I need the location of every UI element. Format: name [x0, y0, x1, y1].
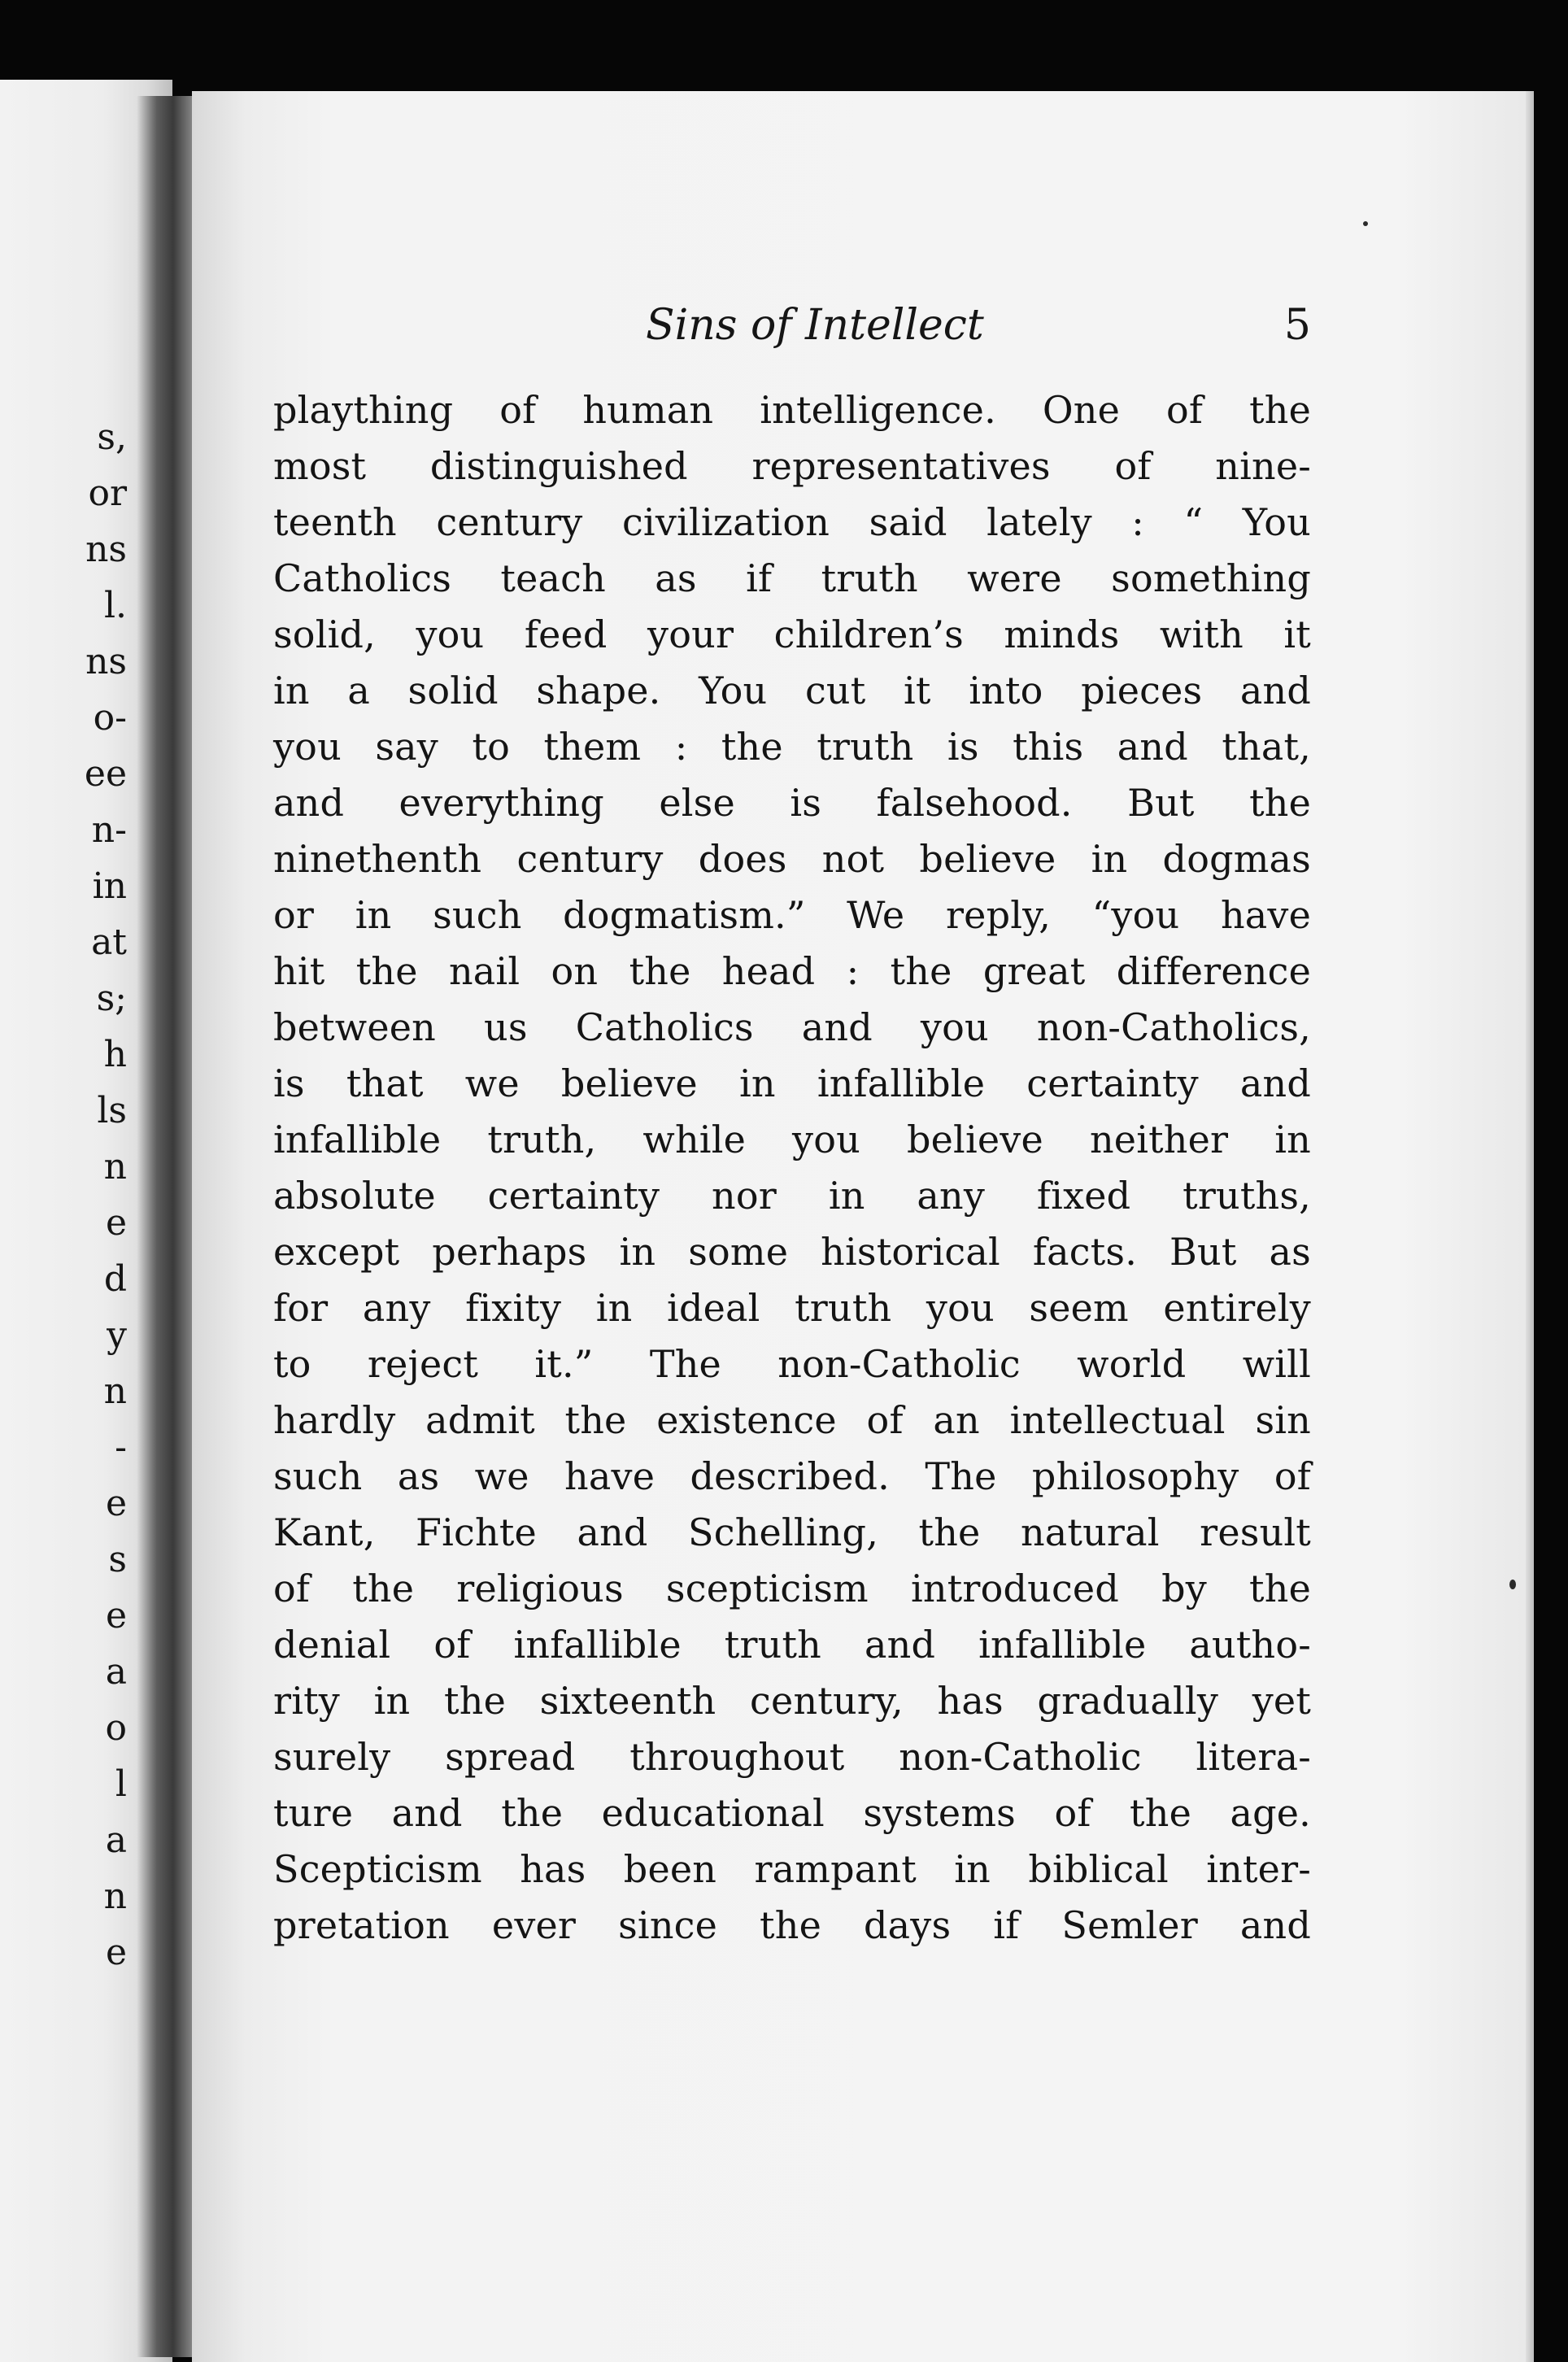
left-page-fragment: e [105, 1932, 127, 1973]
text-line: rity in the sixteenth century, has gradually yet [273, 1679, 1311, 1723]
left-page-fragment: s; [96, 978, 127, 1019]
left-page-fragment: - [115, 1427, 127, 1468]
text-line: you say to them : the truth is this and that, [273, 725, 1311, 769]
left-page-fragment: or [88, 473, 127, 514]
left-page-fragment: l [115, 1763, 127, 1805]
text-line: pretation ever since the days if Semler and [273, 1903, 1311, 1947]
scan-speck [1509, 1580, 1516, 1589]
left-page-fragment: y [107, 1314, 127, 1356]
left-page-fragment: in [92, 865, 127, 907]
running-title: Sins of Intellect [646, 301, 984, 350]
text-line: of the religious scepticism introduced by the [273, 1567, 1311, 1610]
left-page-fragment: ls [97, 1090, 127, 1131]
text-line: Scepticism has been rampant in biblical inter- [273, 1847, 1311, 1891]
left-page-fragment: l. [103, 585, 127, 626]
left-page-fragment: h [103, 1034, 127, 1075]
text-line: denial of infallible truth and infallible autho- [273, 1623, 1311, 1667]
text-line: ninethenth century does not believe in dogmas [273, 837, 1311, 881]
left-page-fragment: ns [85, 529, 127, 570]
left-page-fragment: s, [97, 416, 127, 458]
left-page-fragment: e [105, 1202, 127, 1244]
page-edge [1526, 91, 1534, 2362]
left-page-fragment: n- [91, 809, 127, 851]
text-line: absolute certainty nor in any fixed truths, [273, 1174, 1311, 1218]
text-line: Kant, Fichte and Schelling, the natural result [273, 1510, 1311, 1554]
left-page-fragment: e [105, 1483, 127, 1524]
text-line: or in such dogmatism.” We reply, “you have [273, 893, 1311, 937]
text-line: teenth century civilization said lately : “ You [273, 500, 1311, 544]
text-line: plaything of human intelligence. One of the [273, 388, 1311, 432]
left-page-text-fragments [62, 409, 127, 1981]
left-page-fragment: n [103, 1876, 127, 1917]
left-page-fragment: e [105, 1595, 127, 1636]
left-page-fragment: ee [84, 753, 127, 795]
text-line: hardly admit the existence of an intellectual sin [273, 1398, 1311, 1442]
running-head [192, 301, 1311, 358]
left-page-fragment: n [103, 1146, 127, 1188]
text-line: most distinguished representatives of nine- [273, 444, 1311, 488]
text-line: between us Catholics and you non-Catholics, [273, 1005, 1311, 1049]
text-line: such as we have described. The philosophy of [273, 1454, 1311, 1498]
text-line: infallible truth, while you believe neither in [273, 1118, 1311, 1161]
text-line: for any fixity in ideal truth you seem entirely [273, 1286, 1311, 1330]
left-page-fragment: d [103, 1258, 127, 1300]
left-page-fragment: at [91, 922, 127, 963]
text-line: to reject it.” The non-Catholic world will [273, 1342, 1311, 1386]
text-line: and everything else is falsehood. But the [273, 781, 1311, 825]
scan-speck [1363, 221, 1368, 226]
text-line: solid, you feed your children’s minds with it [273, 612, 1311, 656]
text-line: in a solid shape. You cut it into pieces and [273, 669, 1311, 713]
left-page-fragment: a [105, 1651, 127, 1693]
text-line: is that we believe in infallible certainty and [273, 1061, 1311, 1105]
left-page-fragment: n [103, 1371, 127, 1412]
left-page-fragment: ns [85, 641, 127, 682]
left-page-fragment: s [108, 1539, 127, 1580]
left-page-fragment: o- [93, 697, 127, 739]
text-line: ture and the educational systems of the age. [273, 1791, 1311, 1835]
body-text [273, 382, 1311, 1954]
text-line: except perhaps in some historical facts. But as [273, 1230, 1311, 1274]
page-number: 5 [1283, 301, 1311, 350]
left-page-fragment: a [105, 1819, 127, 1861]
text-line: Catholics teach as if truth were something [273, 556, 1311, 600]
text-line: surely spread throughout non-Catholic litera- [273, 1735, 1311, 1779]
left-page-fragment: o [105, 1707, 127, 1749]
text-line: hit the nail on the head : the great difference [273, 949, 1311, 993]
right-page [192, 91, 1534, 2362]
